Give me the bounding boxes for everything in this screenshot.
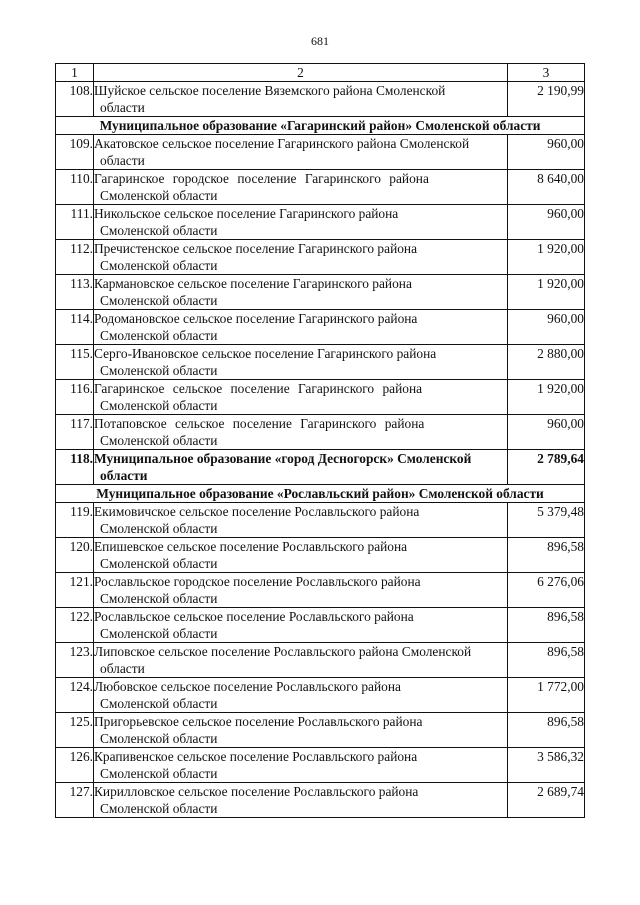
settlement-name <box>94 643 508 678</box>
amount-value: 896,58 <box>508 643 585 678</box>
settlement-name-line-1: Пречистенское сельское поселение Гагаринского района <box>94 241 418 256</box>
table-row <box>56 205 585 240</box>
settlement-name-line-1: Гагаринское сельское поселение Гагаринского района <box>94 381 423 396</box>
row-number: 116. <box>56 380 94 415</box>
settlement-name <box>94 135 508 170</box>
settlement-name-line-2: Смоленской области <box>100 626 218 641</box>
settlement-name-line-1: Акатовское сельское поселение Гагаринского района Смоленской <box>94 136 470 151</box>
table-body <box>56 82 585 818</box>
settlement-name-line-1: Любовское сельское поселение Рославльского района <box>94 679 401 694</box>
settlement-name-line-2: области <box>100 468 148 483</box>
table-row <box>56 678 585 713</box>
settlement-name <box>94 275 508 310</box>
row-number: 108. <box>56 82 94 117</box>
amount-value: 2 689,74 <box>508 783 585 818</box>
settlement-name-line-1: Муниципальное образование «город Десногорск» Смоленской <box>94 451 472 466</box>
settlement-name <box>94 608 508 643</box>
settlement-name-line-2: Смоленской области <box>100 696 218 711</box>
amount-value: 960,00 <box>508 205 585 240</box>
page-number: 681 <box>311 34 329 48</box>
table-row <box>56 538 585 573</box>
settlement-name <box>94 678 508 713</box>
table-row <box>56 310 585 345</box>
row-number: 127. <box>56 783 94 818</box>
amount-value: 960,00 <box>508 310 585 345</box>
row-number: 114. <box>56 310 94 345</box>
settlement-name-line-2: Смоленской области <box>100 731 218 746</box>
amount-value: 896,58 <box>508 713 585 748</box>
settlement-name <box>94 783 508 818</box>
row-number: 117. <box>56 415 94 450</box>
settlement-name-line-1: Пригорьевское сельское поселение Рославльского района <box>94 714 423 729</box>
table-row <box>56 748 585 783</box>
settlement-name-line-1: Липовское сельское поселение Рославльского района Смоленской <box>94 644 472 659</box>
settlement-name-line-2: Смоленской области <box>100 591 218 606</box>
row-number: 124. <box>56 678 94 713</box>
settlement-name <box>94 748 508 783</box>
settlement-name-line-2: области <box>100 153 145 168</box>
amount-value: 2 789,64 <box>508 450 585 485</box>
settlement-name <box>94 538 508 573</box>
table-row <box>56 713 585 748</box>
table-row <box>56 643 585 678</box>
table-row <box>56 450 585 485</box>
section-header-text: Муниципальное образование «Рославльский район» Смоленской области <box>56 485 585 503</box>
settlement-name <box>94 713 508 748</box>
settlement-name-line-1: Гагаринское городское поселение Гагаринского района <box>94 171 429 186</box>
settlement-name-line-1: Рославльское городское поселение Рославльского района <box>94 574 421 589</box>
settlement-name <box>94 503 508 538</box>
settlement-name-line-1: Родомановское сельское поселение Гагаринского района <box>94 311 418 326</box>
amount-value: 896,58 <box>508 608 585 643</box>
amount-value: 2 190,99 <box>508 82 585 117</box>
settlement-name <box>94 205 508 240</box>
settlement-name-line-1: Крапивенское сельское поселение Рославльского района <box>94 749 418 764</box>
settlement-name <box>94 573 508 608</box>
row-number: 125. <box>56 713 94 748</box>
settlement-name-line-2: Смоленской области <box>100 766 218 781</box>
settlement-name-line-2: Смоленской области <box>100 363 218 378</box>
table-row <box>56 135 585 170</box>
section-header-text: Муниципальное образование «Гагаринский район» Смоленской области <box>56 117 585 135</box>
row-number: 120. <box>56 538 94 573</box>
row-number: 110. <box>56 170 94 205</box>
settlement-name <box>94 415 508 450</box>
settlement-name-line-1: Епишевское сельское поселение Рославльского района <box>94 539 408 554</box>
row-number: 119. <box>56 503 94 538</box>
table-header-row <box>56 64 585 82</box>
row-number: 111. <box>56 205 94 240</box>
table-row <box>56 503 585 538</box>
table-row <box>56 608 585 643</box>
amount-value: 1 772,00 <box>508 678 585 713</box>
settlement-name-line-2: Смоленской области <box>100 801 218 816</box>
table-row <box>56 380 585 415</box>
amount-value: 1 920,00 <box>508 275 585 310</box>
table-row <box>56 82 585 117</box>
amount-value: 1 920,00 <box>508 380 585 415</box>
settlement-name-line-1: Кирилловское сельское поселение Рославльского района <box>94 784 419 799</box>
settlement-name-line-1: Потаповское сельское поселение Гагаринского района <box>94 416 425 431</box>
amount-value: 6 276,06 <box>508 573 585 608</box>
amount-value: 960,00 <box>508 415 585 450</box>
row-number: 118. <box>56 450 94 485</box>
table-row <box>56 573 585 608</box>
settlement-name-line-2: области <box>100 100 145 115</box>
settlement-name <box>94 310 508 345</box>
settlement-name-line-1: Кармановское сельское поселение Гагаринского района <box>94 276 412 291</box>
amount-value: 5 379,48 <box>508 503 585 538</box>
settlement-name-line-1: Рославльское сельское поселение Рославльского района <box>94 609 414 624</box>
row-number: 112. <box>56 240 94 275</box>
column-header-1: 1 <box>56 64 94 82</box>
settlement-name-line-1: Никольское сельское поселение Гагаринского района <box>94 206 399 221</box>
settlement-name <box>94 240 508 275</box>
settlement-name <box>94 380 508 415</box>
amount-value: 960,00 <box>508 135 585 170</box>
municipalities-table <box>55 63 585 818</box>
row-number: 122. <box>56 608 94 643</box>
settlement-name-line-2: Смоленской области <box>100 433 218 448</box>
table-row <box>56 170 585 205</box>
column-header-3: 3 <box>508 64 585 82</box>
amount-value: 2 880,00 <box>508 345 585 380</box>
settlement-name-line-1: Серго-Ивановское сельское поселение Гагаринского района <box>94 346 437 361</box>
settlement-name-line-2: области <box>100 661 145 676</box>
table-row <box>56 783 585 818</box>
settlement-name-line-2: Смоленской области <box>100 521 218 536</box>
table-row <box>56 240 585 275</box>
row-number: 109. <box>56 135 94 170</box>
row-number: 126. <box>56 748 94 783</box>
column-header-2: 2 <box>94 64 508 82</box>
settlement-name-line-2: Смоленской области <box>100 293 218 308</box>
amount-value: 3 586,32 <box>508 748 585 783</box>
settlement-name <box>94 82 508 117</box>
settlement-name-line-2: Смоленской области <box>100 398 218 413</box>
settlement-name-line-1: Екимовичское сельское поселение Рославльского района <box>94 504 420 519</box>
settlement-name-line-2: Смоленской области <box>100 188 218 203</box>
row-number: 123. <box>56 643 94 678</box>
section-header-row <box>56 485 585 503</box>
amount-value: 1 920,00 <box>508 240 585 275</box>
section-header-row <box>56 117 585 135</box>
row-number: 115. <box>56 345 94 380</box>
settlement-name-line-2: Смоленской области <box>100 258 218 273</box>
amount-value: 8 640,00 <box>508 170 585 205</box>
table-row <box>56 345 585 380</box>
settlement-name <box>94 450 508 485</box>
settlement-name <box>94 345 508 380</box>
row-number: 121. <box>56 573 94 608</box>
amount-value: 896,58 <box>508 538 585 573</box>
settlement-name-line-2: Смоленской области <box>100 328 218 343</box>
settlement-name <box>94 170 508 205</box>
row-number: 113. <box>56 275 94 310</box>
settlement-name-line-2: Смоленской области <box>100 556 218 571</box>
settlement-name-line-2: Смоленской области <box>100 223 218 238</box>
table-row <box>56 415 585 450</box>
table-row <box>56 275 585 310</box>
settlement-name-line-1: Шуйское сельское поселение Вяземского района Смоленской <box>94 83 446 98</box>
